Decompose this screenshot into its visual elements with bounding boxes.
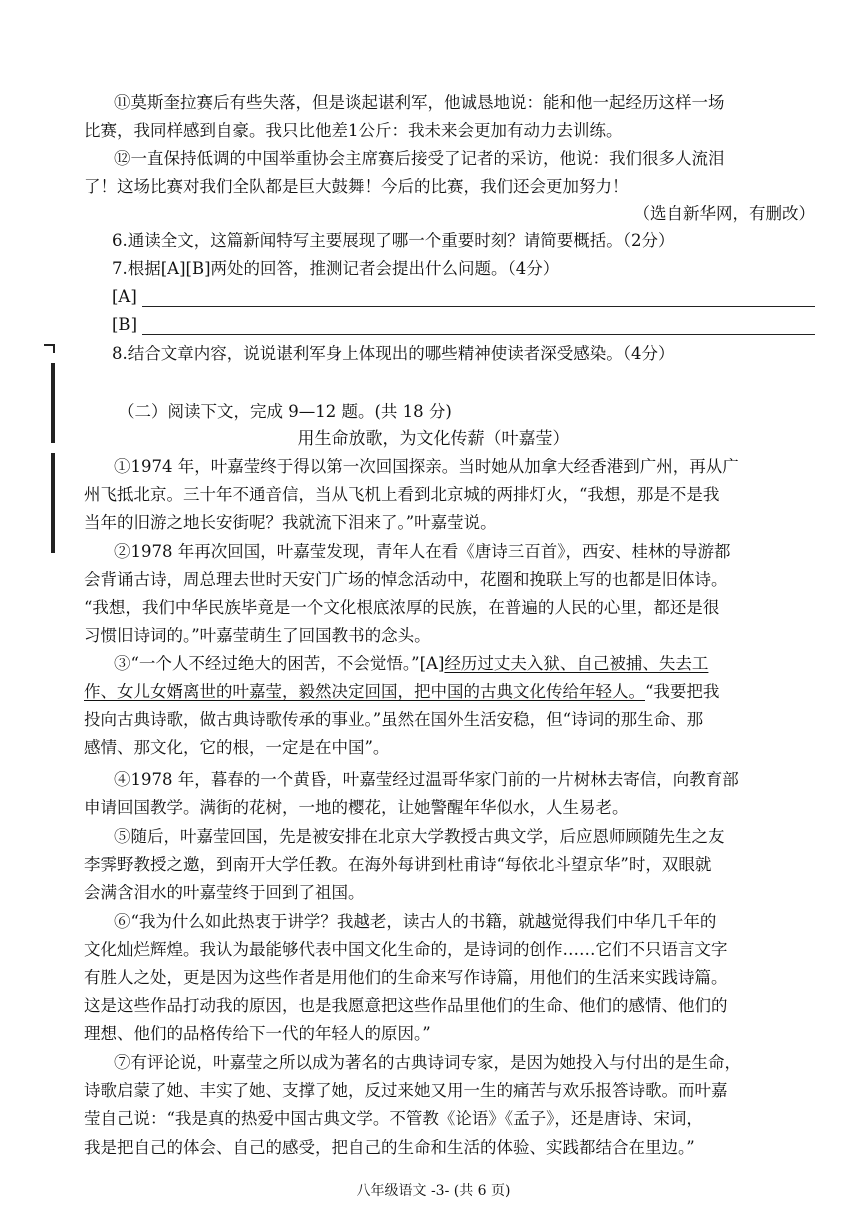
body-line-1: ①1974 年，叶嘉莹终于得以第一次回国探亲。当时她从加拿大经香港到广州，再从广 (114, 457, 739, 476)
source-note: （选自新华网，有删改） (633, 204, 815, 223)
body-line-5: 会背诵古诗，周总理去世时天安门广场的悼念活动中，花圈和挽联上写的也都是旧体诗。 (84, 570, 728, 589)
page-footer: 八年级语文 -3- (共 6 页) (356, 1183, 511, 1199)
binding-margin-mark (42, 343, 56, 563)
answer-blank-a[interactable] (112, 283, 815, 311)
answer-blank-b[interactable] (112, 311, 815, 339)
paragraph-11-line-2: 比赛，我同样感到自豪。我只比他差1公斤：我未来会更加有动力去训练。 (84, 121, 623, 140)
body2-line-12: 诗歌启蒙了她、丰实了她、支撑了她，反过来她又用一生的痛苦与欢乐报答诗歌。而叶嘉 (84, 1081, 728, 1100)
body2-line-4: 李霁野教授之邀，到南开大学任教。在海外每讲到杜甫诗“每依北斗望京华”时，双眼就 (84, 855, 712, 874)
body2-line-8: 有胜人之处，更是因为这些作者是用他们的生命来写作诗篇，用他们的生活来实践诗篇。 (84, 968, 728, 987)
body2-line-10: 理想、他们的品格传给下一代的年轻人的原因。” (84, 1024, 431, 1043)
body2-line-2: 申请回国教学。满街的花树，一地的樱花，让她警醒年华似水，人生易老。 (84, 798, 629, 817)
underlined-sentence-a-part-2: 作、女儿女婿离世的叶嘉莹，毅然决定回国，把中国的古典文化传给年轻人。 (84, 682, 645, 701)
body-line-6: “我想，我们中华民族毕竟是一个文化根底浓厚的民族，在普遍的人民的心里，都还是很 (84, 598, 720, 617)
section-2-heading: （二）阅读下文，完成 9—12 题。(共 18 分) (118, 402, 452, 421)
underlined-sentence-a-part-1: 经历过丈夫入狱、自己被捕、失去工 (444, 654, 709, 673)
question-7: 7.根据[A][B]两处的回答，推测记者会提出什么问题。（4分） (112, 259, 560, 278)
paragraph-12-line-1: ⑫一直保持低调的中国举重协会主席赛后接受了记者的采访，他说：我们很多人流泪 (114, 149, 725, 168)
body2-line-13: 莹自己说：“我是真的热爱中国古典文学。不管教《论语》《孟子》，还是唐诗、宋词， (84, 1109, 703, 1128)
body2-line-1: ④1978 年，暮春的一个黄昏，叶嘉莹经过温哥华家门前的一片树林去寄信，向教育部 (114, 770, 739, 789)
body2-line-6: ⑥“我为什么如此热衷于讲学？我越老，读古人的书籍，就越觉得我们中华几千年的 (114, 912, 717, 931)
body2-line-5: 会满含泪水的叶嘉莹终于回到了祖国。 (84, 883, 365, 902)
body-line-3: 当年的旧游之地长安街呢？我就流下泪来了。”叶嘉莹说。 (84, 513, 497, 532)
paragraph-3-line-3: 投向古典诗歌，做古典诗歌传承的事业。”虽然在国外生活安稳，但“诗词的那生命、那 (84, 710, 704, 729)
body2-line-9: 这是这些作品打动我的原因，也是我愿意把这些作品里他们的生命、他们的感情、他们的 (84, 996, 728, 1015)
body-line-2: 州飞抵北京。三十年不通音信，当从飞机上看到北京城的两排灯火，“我想，那是不是我 (84, 485, 720, 504)
paragraph-3-start: ③“一个人不经过绝大的困苦，不会觉悟。”[A] (114, 654, 445, 673)
body-line-4: ②1978 年再次回国，叶嘉莹发现，青年人在看《唐诗三百首》，西安、桂林的导游都 (114, 542, 731, 561)
question-6: 6.通读全文，这篇新闻特写主要展现了哪一个重要时刻？请简要概括。（2分） (112, 231, 675, 250)
body-line-7: 习惯旧诗词的。”叶嘉莹萌生了回国教书的念头。 (84, 626, 431, 645)
paragraph-3-line-1 (114, 650, 819, 678)
answer-blank-a-label: [A] (112, 287, 137, 306)
body2-line-3: ⑤随后，叶嘉莹回国，先是被安排在北京大学教授古典文学，后应恩师顾随先生之友 (114, 827, 725, 846)
question-8: 8.结合文章内容，说说谌利军身上体现出的哪些精神使读者深受感染。（4分） (112, 344, 675, 363)
paragraph-11-line-1: ⑪莫斯奎拉赛后有些失落，但是谈起谌利军，他诚恳地说：能和他一起经历这样一场 (114, 93, 725, 112)
body2-line-14: 我是把自己的体会、自己的感受，把自己的生命和生活的体验、实践都结合在里边。” (84, 1138, 695, 1157)
paragraph-12-line-2: 了！这场比赛对我们全队都是巨大鼓舞！今后的比赛，我们还会更加努力！ (84, 177, 629, 196)
paragraph-3-line-2-rest: “我要把我 (645, 682, 720, 701)
answer-line-a (142, 306, 815, 307)
article-title: 用生命放歌，为文化传薪（叶嘉莹） (297, 429, 570, 449)
body2-line-11: ⑦有评论说，叶嘉莹之所以成为著名的古典诗词专家，是因为她投入与付出的是生命， (114, 1053, 741, 1072)
paragraph-3-line-2 (84, 678, 819, 706)
body2-line-7: 文化灿烂辉煌。我认为最能够代表中国文化生命的，是诗词的创作……它们不只语言文字 (84, 940, 728, 959)
answer-blank-b-label: [B] (112, 315, 137, 334)
answer-line-b (142, 334, 815, 335)
paragraph-3-line-4: 感情、那文化，它的根，一定是在中国”。 (84, 738, 390, 757)
